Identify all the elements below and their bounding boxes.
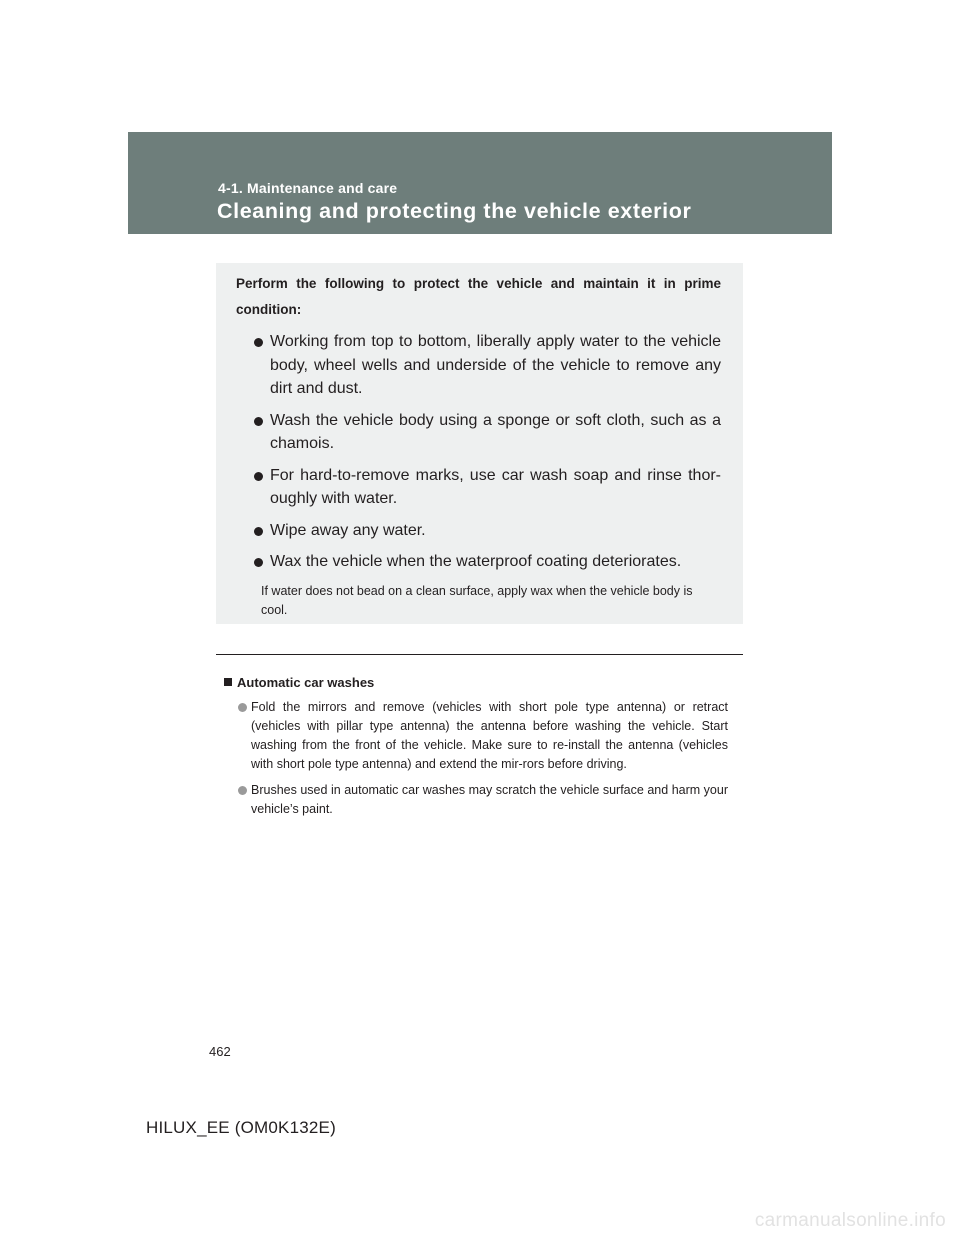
note-item-text: Brushes used in automatic car washes may scratch the vehicle surface and harm your vehicle’s paint.	[251, 783, 728, 816]
bullet-dot-icon	[254, 472, 263, 481]
notes-heading	[224, 674, 728, 692]
note-item	[224, 781, 728, 819]
procedure-item	[236, 409, 721, 456]
section-header-band	[128, 132, 832, 234]
square-bullet-icon	[224, 678, 232, 686]
procedure-intro: Perform the following to protect the vehicle and maintain it in prime condition:	[236, 276, 721, 317]
page-title: Cleaning and protecting the vehicle exterior	[217, 199, 692, 223]
note-item-text: Fold the mirrors and remove (vehicles with short pole type antenna) or retract (vehicles with pillar type antenna) the antenna before washing the vehicle. Start washing from the front of the vehicle. Make sure to re-install the antenna (vehicles with short pole type antenna) and extend the mir-rors before driving.	[251, 700, 728, 771]
bullet-dot-icon	[254, 558, 263, 567]
procedure-item-text: Wash the vehicle body using a sponge or soft cloth, such as a chamois.	[270, 411, 721, 452]
procedure-item	[236, 464, 721, 511]
section-divider	[216, 654, 743, 655]
procedure-item-text: Wax the vehicle when the waterproof coating deteriorates.	[270, 553, 682, 570]
procedure-item-text: Working from top to bottom, liberally apply water to the vehicle body, wheel wells and underside of the vehicle to remove any dirt and dust.	[270, 333, 721, 397]
document-code: HILUX_EE (OM0K132E)	[146, 1118, 336, 1137]
bullet-dot-icon	[254, 338, 263, 347]
section-label: 4-1. Maintenance and care	[218, 180, 398, 196]
procedure-item	[236, 519, 721, 543]
bullet-dot-icon	[238, 786, 247, 795]
watermark: carmanualsonline.info	[754, 1210, 946, 1231]
procedure-item-text: Wipe away any water.	[270, 521, 426, 539]
notes-heading-text: Automatic car washes	[237, 675, 375, 690]
procedure-item	[236, 330, 721, 401]
bullet-dot-icon	[238, 703, 247, 712]
procedure-box	[216, 263, 743, 624]
procedure-item-text: For hard-to-remove marks, use car wash soap and rinse thor-oughly with water.	[270, 466, 721, 507]
procedure-item	[236, 550, 721, 574]
procedure-list	[236, 330, 721, 574]
bullet-dot-icon	[254, 527, 263, 536]
notes-list	[224, 698, 728, 819]
wax-note: If water does not bead on a clean surface, apply wax when the vehicle body is cool.	[261, 583, 693, 617]
bullet-dot-icon	[254, 417, 263, 426]
notes-section	[224, 674, 728, 826]
page-number: 462	[209, 1044, 231, 1059]
note-item	[224, 698, 728, 774]
